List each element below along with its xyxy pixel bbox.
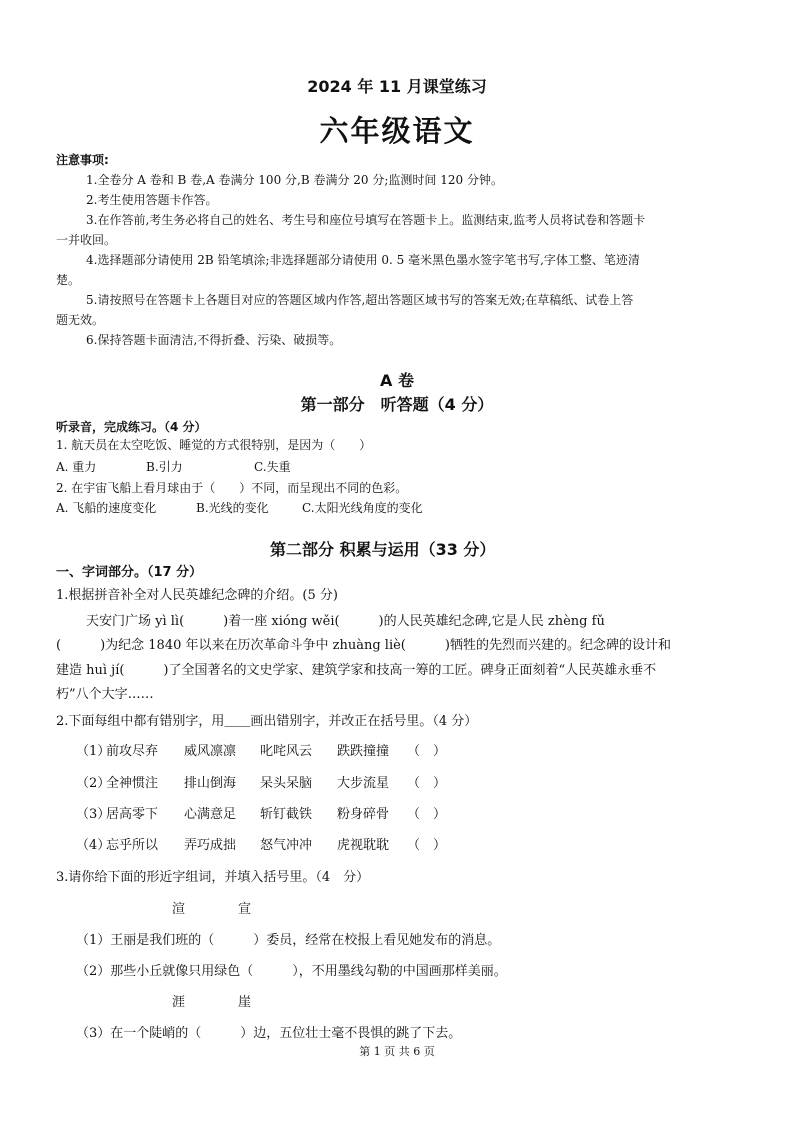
note-item: 1.全卷分 A 卷和 B 卷,A 卷满分 100 分,B 卷满分 20 分;监测时间 120 分钟。 — [86, 173, 503, 187]
part2-heading: 第二部分 积累与运用（33 分） — [270, 540, 496, 559]
word: 跌跌撞撞 — [337, 744, 390, 759]
note-item: 2.考生使用答题卡作答。 — [86, 193, 218, 207]
sentence: （1）王丽是我们班的（ ）委员，经常在校报上看见她发布的消息。 — [76, 933, 501, 948]
word: 大步流星 — [337, 776, 390, 791]
option-a: A. 重力 — [56, 460, 97, 474]
note-item: 6.保持答题卡面清洁,不得折叠、污染、破损等。 — [86, 333, 342, 347]
part1-instruction: 听录音，完成练习。（4 分） — [56, 420, 207, 434]
word-group-row — [0, 834, 794, 854]
word: 威风凛凛 — [184, 744, 237, 759]
word: 全神惯注 — [106, 776, 159, 791]
option-c: C.失重 — [254, 460, 291, 474]
exam-subtitle: 2024 年 11 月课堂练习 — [307, 77, 487, 96]
word: 粉身碎骨 — [337, 807, 390, 822]
note-item: 4.选择题部分请使用 2B 铅笔填涂;非选择题部分请使用 0. 5 毫米黑色墨水签字笔书写,字体工整、笔迹清 — [86, 253, 640, 267]
question-stem: 1.根据拼音补全对人民英雄纪念碑的介绍。(5 分) — [56, 588, 338, 603]
note-item: 一并收回。 — [56, 233, 117, 247]
word: 虎视耽耽 — [337, 838, 390, 853]
char-option: 宣 — [238, 902, 252, 917]
char-option: 涯 — [172, 995, 186, 1010]
row-number: （4） — [76, 838, 111, 853]
note-item: 楚。 — [56, 273, 81, 287]
answer-blank: （ ） — [407, 838, 447, 853]
note-item: 题无效。 — [56, 313, 105, 327]
word: 弄巧成拙 — [184, 838, 237, 853]
answer-blank: （ ） — [407, 807, 447, 822]
note-item: 3.在作答前,考生务必将自己的姓名、考生号和座位号填写在答题卡上。监测结束,监考人员将试卷和答题卡 — [86, 213, 646, 227]
notes-heading: 注意事项: — [56, 153, 109, 167]
word: 心满意足 — [184, 807, 237, 822]
question-1: 1. 航天员在太空吃饭、睡觉的方式很特别，是因为（ ） — [56, 438, 372, 452]
passage-line: 天安门广场 yì lì( )着一座 xióng wěi( )的人民英雄纪念碑,它是人民 zhèng fǔ — [86, 614, 605, 629]
word: 排山倒海 — [184, 776, 237, 791]
section-1-heading: 一、字词部分。（17 分） — [56, 565, 203, 580]
part1-heading: 第一部分 听答题（4 分） — [300, 395, 494, 414]
word: 叱咤风云 — [260, 744, 313, 759]
note-item: 5.请按照号在答题卡上各题目对应的答题区域内作答,超出答题区域书写的答案无效;在草稿纸、试卷上答 — [86, 293, 634, 307]
volume-a-heading: A 卷 — [380, 371, 414, 390]
answer-blank: （ ） — [407, 744, 447, 759]
option-b: B.引力 — [146, 460, 183, 474]
word-group-row — [0, 740, 794, 760]
exam-title: 六年级语文 — [319, 114, 475, 148]
passage-line: 建造 huì jí( )了全国著名的文史学家、建筑学家和技高一筹的工匠。碑身正面刻着“人民英雄永垂不 — [56, 663, 657, 678]
answer-blank: （ ） — [407, 776, 447, 791]
word: 斩钉截铁 — [260, 807, 313, 822]
word-group-row — [0, 803, 794, 823]
row-number: （3） — [76, 807, 111, 822]
option-b: B.光线的变化 — [196, 501, 269, 515]
word: 呆头呆脑 — [260, 776, 313, 791]
word-group-row — [0, 772, 794, 792]
word: 居高零下 — [106, 807, 159, 822]
question-2: 2. 在宇宙飞船上看月球由于（ ）不同，而呈现出不同的色彩。 — [56, 481, 408, 495]
question-stem: 2.下面每组中都有错别字，用＿＿画出错别字，并改正在括号里。（4 分） — [56, 714, 478, 729]
sentence: （2）那些小丘就像只用绿色（ ），不用墨线勾勒的中国画那样美丽。 — [76, 964, 507, 979]
char-option: 崖 — [238, 995, 252, 1010]
char-option: 渲 — [172, 902, 186, 917]
row-number: （2） — [76, 776, 111, 791]
option-a: A. 飞船的速度变化 — [56, 501, 157, 515]
row-number: （1） — [76, 744, 111, 759]
sentence: （3）在一个陡峭的（ ）边，五位壮士毫不畏惧的跳了下去。 — [76, 1026, 462, 1041]
page-number: 第 1 页 共 6 页 — [359, 1045, 435, 1058]
word: 前攻尽弃 — [106, 744, 159, 759]
word: 怒气冲冲 — [260, 838, 313, 853]
passage-line: 朽”八个大字…… — [56, 687, 154, 702]
question-stem: 3.请你给下面的形近字组词，并填入括号里。（4 分） — [56, 870, 370, 885]
word: 忘乎所以 — [106, 838, 159, 853]
passage-line: ( )为纪念 1840 年以来在历次革命斗争中 zhuàng liè( )牺牲的先烈而兴建的。纪念碑的设计和 — [56, 638, 671, 653]
option-c: C.太阳光线角度的变化 — [302, 501, 423, 515]
